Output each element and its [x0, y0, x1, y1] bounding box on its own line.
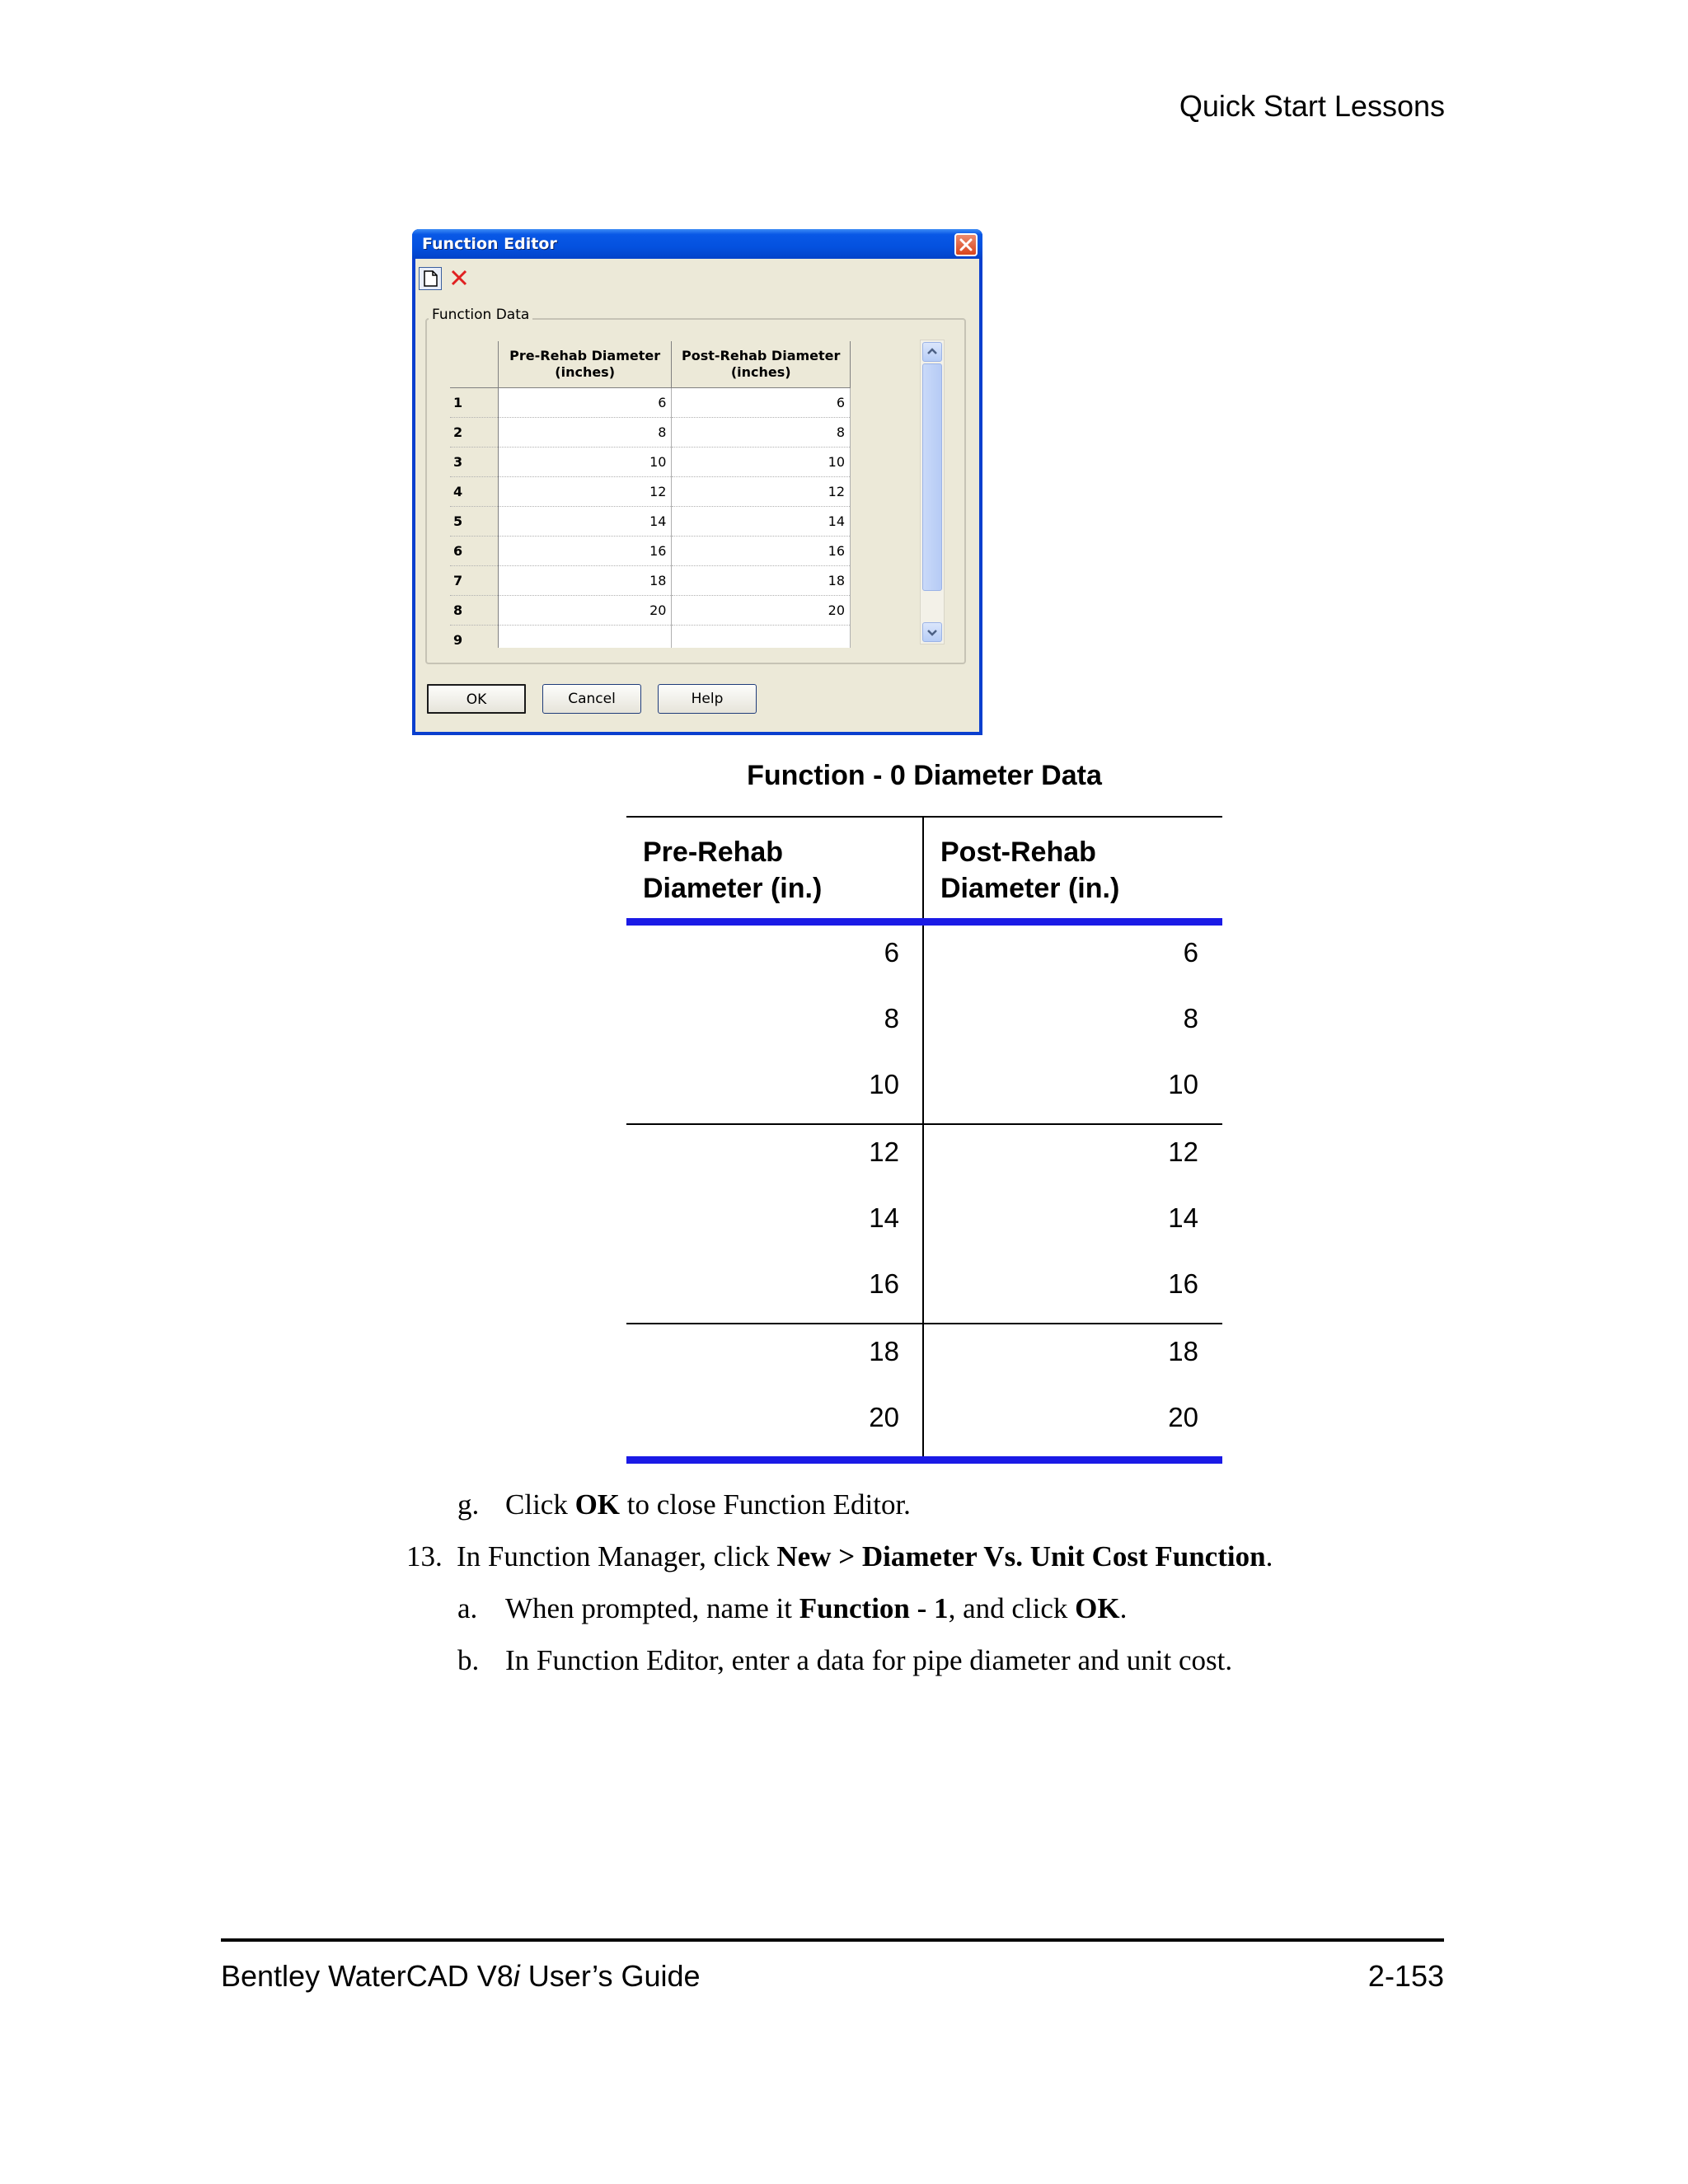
- table-caption: Function - 0 Diameter Data: [747, 760, 1102, 791]
- grid-cell-post-rehab[interactable]: 10: [672, 448, 851, 477]
- grid-row-number[interactable]: 3: [450, 448, 498, 477]
- new-document-icon: [420, 268, 441, 289]
- grid-cell-pre-rehab[interactable]: 8: [498, 418, 672, 448]
- grid-row[interactable]: [450, 418, 851, 448]
- grid-cell-post-rehab[interactable]: 12: [672, 477, 851, 507]
- table-cell-pre-rehab: 20: [626, 1390, 924, 1456]
- table-row: [626, 1390, 1222, 1456]
- step-marker: g.: [457, 1488, 480, 1521]
- chevron-up-icon: [923, 343, 941, 361]
- table-row: [626, 1257, 1222, 1323]
- table-row: [626, 926, 1222, 991]
- grid-cell-post-rehab[interactable]: 14: [672, 507, 851, 537]
- grid-corner: [450, 341, 498, 388]
- table-cell-pre-rehab: 18: [626, 1324, 924, 1390]
- table-header-pre-rehab: Pre-Rehab Diameter (in.): [626, 818, 924, 918]
- grid-row[interactable]: [450, 477, 851, 507]
- table-cell-pre-rehab: 14: [626, 1191, 924, 1257]
- diameter-data-table: [626, 816, 1222, 1464]
- table-cell-post-rehab: 12: [1168, 1137, 1198, 1167]
- ok-button[interactable]: OK: [427, 684, 526, 714]
- table-cell-pre-rehab: 6: [626, 926, 924, 991]
- new-row-button[interactable]: [419, 267, 442, 290]
- grid-row-number[interactable]: 7: [450, 566, 498, 596]
- table-cell-pre-rehab: 10: [626, 1057, 924, 1123]
- footer-rule: [221, 1938, 1444, 1942]
- grid-row[interactable]: [450, 596, 851, 626]
- grid-cell-pre-rehab[interactable]: 18: [498, 566, 672, 596]
- step-text: Click OK to close Function Editor.: [505, 1488, 911, 1521]
- step-text: In Function Manager, click New > Diameter Vs. Unit Cost Function.: [457, 1540, 1273, 1572]
- grid-cell-pre-rehab[interactable]: [498, 626, 672, 649]
- table-cell-post-rehab: 8: [1183, 1003, 1198, 1033]
- table-cell-pre-rehab: 16: [626, 1257, 924, 1323]
- grid-cell-post-rehab[interactable]: 18: [672, 566, 851, 596]
- grid-row-number[interactable]: 2: [450, 418, 498, 448]
- grid-cell-pre-rehab[interactable]: 14: [498, 507, 672, 537]
- cancel-button[interactable]: Cancel: [542, 684, 641, 714]
- grid-row[interactable]: [450, 507, 851, 537]
- grid-row[interactable]: [450, 537, 851, 566]
- scroll-up-button[interactable]: [922, 342, 942, 362]
- dialog-titlebar[interactable]: [412, 229, 982, 259]
- table-header-post-rehab: Post-Rehab Diameter (in.): [940, 837, 1120, 904]
- table-row: [626, 991, 1222, 1057]
- scroll-down-button[interactable]: [922, 622, 942, 642]
- grid-row-number[interactable]: 8: [450, 596, 498, 626]
- function-editor-dialog: [412, 229, 982, 735]
- page-number: 2-153: [1367, 1959, 1444, 1993]
- grid-row-number[interactable]: 4: [450, 477, 498, 507]
- table-cell-post-rehab: 16: [1168, 1268, 1198, 1299]
- table-cell-pre-rehab: 8: [626, 991, 924, 1057]
- grid-row[interactable]: [450, 448, 851, 477]
- table-cell-post-rehab: 20: [1168, 1402, 1198, 1432]
- table-row: [626, 1123, 1222, 1191]
- grid-cell-post-rehab[interactable]: 6: [672, 388, 851, 418]
- step-text: When prompted, name it Function - 1, and click OK.: [505, 1592, 1128, 1624]
- grid-cell-post-rehab[interactable]: 16: [672, 537, 851, 566]
- grid-cell-pre-rehab[interactable]: 10: [498, 448, 672, 477]
- help-button[interactable]: Help: [658, 684, 757, 714]
- grid-col-pre-rehab[interactable]: Pre-Rehab Diameter (inches): [498, 341, 672, 388]
- function-data-grid[interactable]: [450, 341, 851, 648]
- grid-row[interactable]: [450, 626, 851, 649]
- grid-cell-pre-rehab[interactable]: 12: [498, 477, 672, 507]
- grid-row-number[interactable]: 5: [450, 507, 498, 537]
- page-header-title: Quick Start Lessons: [1179, 89, 1445, 123]
- table-row: [626, 1323, 1222, 1390]
- table-cell-post-rehab: 6: [1183, 937, 1198, 968]
- close-icon: [959, 237, 973, 252]
- delete-x-icon: [448, 267, 470, 288]
- grid-row-number[interactable]: 6: [450, 537, 498, 566]
- scroll-thumb[interactable]: [922, 363, 942, 591]
- table-cell-post-rehab: 10: [1168, 1069, 1198, 1099]
- grid-col-post-rehab[interactable]: Post-Rehab Diameter (inches): [672, 341, 851, 388]
- grid-row[interactable]: [450, 566, 851, 596]
- delete-row-button[interactable]: [448, 267, 471, 290]
- grid-cell-pre-rehab[interactable]: 20: [498, 596, 672, 626]
- grid-scrollbar[interactable]: [920, 340, 945, 644]
- grid-row[interactable]: [450, 388, 851, 418]
- grid-cell-pre-rehab[interactable]: 16: [498, 537, 672, 566]
- grid-cell-post-rehab[interactable]: 20: [672, 596, 851, 626]
- table-cell-post-rehab: 14: [1168, 1202, 1198, 1233]
- step-marker: a.: [457, 1592, 478, 1624]
- grid-row-number[interactable]: 9: [450, 626, 498, 649]
- table-row: [626, 1191, 1222, 1257]
- function-data-label: Function Data: [429, 307, 532, 323]
- table-cell-post-rehab: 18: [1168, 1336, 1198, 1366]
- chevron-down-icon: [923, 623, 941, 641]
- grid-row-number[interactable]: 1: [450, 388, 498, 418]
- step-text: In Function Editor, enter a data for pipe diameter and unit cost.: [505, 1644, 1233, 1676]
- grid-cell-pre-rehab[interactable]: 6: [498, 388, 672, 418]
- step-marker: 13.: [406, 1540, 443, 1572]
- footer-guide-title: Bentley WaterCAD V8i User’s Guide: [221, 1959, 701, 1993]
- table-row: [626, 1057, 1222, 1123]
- dialog-title: Function Editor: [422, 235, 557, 253]
- grid-cell-post-rehab[interactable]: [672, 626, 851, 649]
- close-button[interactable]: [954, 233, 978, 256]
- step-marker: b.: [457, 1644, 480, 1676]
- grid-cell-post-rehab[interactable]: 8: [672, 418, 851, 448]
- table-cell-pre-rehab: 12: [626, 1125, 924, 1191]
